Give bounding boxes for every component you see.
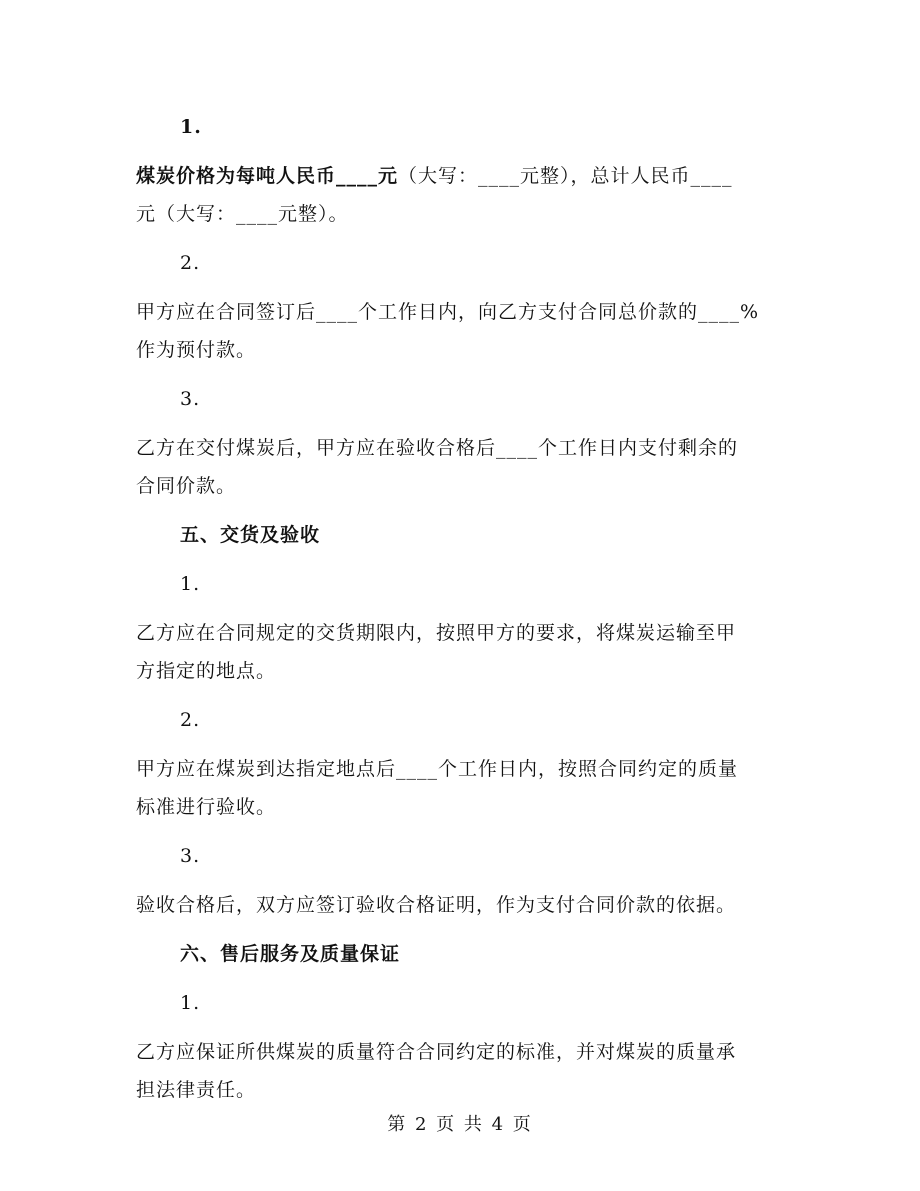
paragraph-line: 标准进行验收。 — [136, 796, 277, 818]
paragraph-line: 甲方应在合同签订后____个工作日内，向乙方支付合同总价款的____% — [136, 301, 760, 323]
paragraph-line: 乙方应保证所供煤炭的质量符合合同约定的标准，并对煤炭的质量承 — [136, 1041, 737, 1063]
paragraph-line: 乙方在交付煤炭后，甲方应在验收合格后____个工作日内支付剩余的 — [136, 437, 739, 459]
paragraph-line: 合同价款。 — [136, 475, 237, 497]
paragraph-line: 甲方应在煤炭到达指定地点后____个工作日内，按照合同约定的质量 — [136, 758, 739, 780]
paragraph-line: 方指定的地点。 — [136, 660, 277, 682]
item-number: 3. — [180, 388, 201, 410]
paragraph-line: 担法律责任。 — [136, 1079, 257, 1101]
item-number: 2. — [180, 252, 201, 274]
price-clause-bold: 煤炭价格为每吨人民币____元 — [136, 165, 399, 187]
price-clause-rest: （大写：____元整），总计人民币____ — [398, 165, 733, 187]
section-heading-delivery: 五、交货及验收 — [180, 524, 321, 546]
item-number: 1. — [180, 573, 201, 595]
item-number: 1. — [180, 992, 201, 1014]
document-body — [136, 108, 786, 1109]
page-footer: 第 2 页 共 4 页 — [387, 1114, 533, 1135]
paragraph-line: 作为预付款。 — [136, 339, 257, 361]
paragraph-line: 验收合格后，双方应签订验收合格证明，作为支付合同价款的依据。 — [136, 894, 737, 916]
item-number: 2. — [180, 709, 201, 731]
paragraph-line — [136, 157, 786, 195]
paragraph-line: 元（大写：____元整）。 — [136, 203, 349, 225]
paragraph-line: 乙方应在合同规定的交货期限内，按照甲方的要求，将煤炭运输至甲 — [136, 622, 737, 644]
item-number: 1. — [180, 116, 202, 138]
section-heading-after-sales: 六、售后服务及质量保证 — [180, 943, 401, 965]
item-number: 3. — [180, 845, 201, 867]
